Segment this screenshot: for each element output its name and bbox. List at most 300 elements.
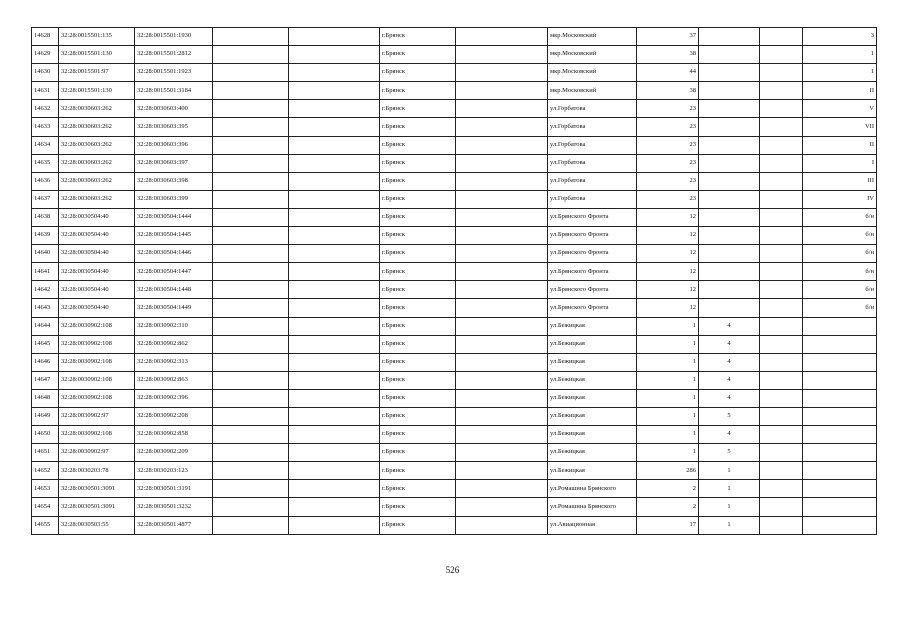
- blank-2-cell: [289, 389, 380, 407]
- blank-1-cell: [213, 208, 289, 226]
- table-row: [32, 28, 877, 46]
- blank-3-cell: [456, 389, 548, 407]
- blank-4-cell: [760, 28, 803, 46]
- record-number-cell: 14642: [32, 281, 59, 299]
- cadastral-number-cell: 32:28:0030504:1449: [135, 299, 213, 317]
- cadastral-number-cell: 32:28:0030504:1445: [135, 227, 213, 245]
- street-cell: ул.Горбатова: [548, 154, 637, 172]
- blank-4-cell: [760, 263, 803, 281]
- blank-1-cell: [213, 389, 289, 407]
- cadastral-number-cell: 32:28:0030902:208: [135, 407, 213, 425]
- cadastral-number-cell: 32:28:0015501:3184: [135, 82, 213, 100]
- parent-cadastral-number-cell: 32:28:0030504:40: [59, 263, 135, 281]
- apartment-cell: [803, 498, 877, 516]
- street-cell: ул.Брянского Фронта: [548, 208, 637, 226]
- house-number-cell: 286: [637, 462, 699, 480]
- building-cell: 5: [699, 407, 760, 425]
- table-row: [32, 371, 877, 389]
- parent-cadastral-number-cell: 32:28:0030501:3091: [59, 498, 135, 516]
- parent-cadastral-number-cell: 32:28:0015501:135: [59, 28, 135, 46]
- cadastral-number-cell: 32:28:0030902:396: [135, 389, 213, 407]
- table-row: [32, 263, 877, 281]
- cadastral-number-cell: 32:28:0030902:858: [135, 426, 213, 444]
- record-number-cell: 14643: [32, 299, 59, 317]
- city-cell: г.Брянск: [380, 299, 456, 317]
- blank-1-cell: [213, 46, 289, 64]
- street-cell: мкр.Московский: [548, 82, 637, 100]
- blank-4-cell: [760, 208, 803, 226]
- table-row: [32, 154, 877, 172]
- apartment-cell: [803, 480, 877, 498]
- blank-4-cell: [760, 190, 803, 208]
- record-number-cell: 14653: [32, 480, 59, 498]
- record-number-cell: 14638: [32, 208, 59, 226]
- record-number-cell: 14629: [32, 46, 59, 64]
- apartment-cell: [803, 335, 877, 353]
- record-number-cell: 14631: [32, 82, 59, 100]
- house-number-cell: 1: [637, 407, 699, 425]
- blank-3-cell: [456, 480, 548, 498]
- building-cell: 1: [699, 480, 760, 498]
- blank-2-cell: [289, 444, 380, 462]
- blank-4-cell: [760, 516, 803, 534]
- blank-1-cell: [213, 353, 289, 371]
- house-number-cell: 17: [637, 516, 699, 534]
- house-number-cell: 23: [637, 154, 699, 172]
- street-cell: ул.Бежицкая: [548, 462, 637, 480]
- street-cell: ул.Авиационная: [548, 516, 637, 534]
- building-cell: [699, 118, 760, 136]
- cadastral-number-cell: 32:28:0030504:1447: [135, 263, 213, 281]
- blank-4-cell: [760, 281, 803, 299]
- street-cell: ул.Бежицкая: [548, 335, 637, 353]
- house-number-cell: 12: [637, 299, 699, 317]
- blank-2-cell: [289, 281, 380, 299]
- apartment-cell: [803, 389, 877, 407]
- blank-1-cell: [213, 299, 289, 317]
- cadastral-number-cell: 32:28:0030203:123: [135, 462, 213, 480]
- blank-1-cell: [213, 281, 289, 299]
- apartment-cell: б/н: [803, 263, 877, 281]
- parent-cadastral-number-cell: 32:28:0015501:130: [59, 46, 135, 64]
- apartment-cell: [803, 353, 877, 371]
- blank-4-cell: [760, 172, 803, 190]
- parent-cadastral-number-cell: 32:28:0030902:108: [59, 426, 135, 444]
- apartment-cell: [803, 426, 877, 444]
- blank-2-cell: [289, 480, 380, 498]
- table-row: [32, 208, 877, 226]
- blank-3-cell: [456, 28, 548, 46]
- building-cell: [699, 299, 760, 317]
- cadastral-number-cell: 32:28:0030504:1448: [135, 281, 213, 299]
- house-number-cell: 23: [637, 136, 699, 154]
- table-body: [32, 28, 877, 535]
- apartment-cell: [803, 407, 877, 425]
- city-cell: г.Брянск: [380, 82, 456, 100]
- cadastral-number-cell: 32:28:0030501:3232: [135, 498, 213, 516]
- table-row: [32, 389, 877, 407]
- city-cell: г.Брянск: [380, 389, 456, 407]
- apartment-cell: 1: [803, 64, 877, 82]
- city-cell: г.Брянск: [380, 136, 456, 154]
- blank-3-cell: [456, 136, 548, 154]
- record-number-cell: 14633: [32, 118, 59, 136]
- building-cell: [699, 136, 760, 154]
- blank-1-cell: [213, 172, 289, 190]
- page-number: 526: [445, 565, 460, 575]
- table-row: [32, 353, 877, 371]
- city-cell: г.Брянск: [380, 516, 456, 534]
- street-cell: ул.Горбатова: [548, 100, 637, 118]
- blank-2-cell: [289, 407, 380, 425]
- apartment-cell: IV: [803, 190, 877, 208]
- city-cell: г.Брянск: [380, 46, 456, 64]
- cadastral-number-cell: 32:28:0030501:3191: [135, 480, 213, 498]
- blank-1-cell: [213, 263, 289, 281]
- blank-3-cell: [456, 172, 548, 190]
- blank-4-cell: [760, 82, 803, 100]
- blank-3-cell: [456, 335, 548, 353]
- street-cell: ул.Ромашина Брянского: [548, 498, 637, 516]
- parent-cadastral-number-cell: 32:28:0030603:262: [59, 172, 135, 190]
- apartment-cell: VII: [803, 118, 877, 136]
- parent-cadastral-number-cell: 32:28:0030203:78: [59, 462, 135, 480]
- blank-4-cell: [760, 462, 803, 480]
- blank-4-cell: [760, 480, 803, 498]
- record-number-cell: 14655: [32, 516, 59, 534]
- blank-4-cell: [760, 317, 803, 335]
- blank-4-cell: [760, 498, 803, 516]
- city-cell: г.Брянск: [380, 154, 456, 172]
- cadastral-number-cell: 32:28:0030902:863: [135, 371, 213, 389]
- table-row: [32, 190, 877, 208]
- apartment-cell: 3: [803, 28, 877, 46]
- blank-2-cell: [289, 353, 380, 371]
- city-cell: г.Брянск: [380, 335, 456, 353]
- parent-cadastral-number-cell: 32:28:0030603:262: [59, 100, 135, 118]
- street-cell: ул.Горбатова: [548, 172, 637, 190]
- city-cell: г.Брянск: [380, 208, 456, 226]
- blank-2-cell: [289, 118, 380, 136]
- street-cell: ул.Бежицкая: [548, 407, 637, 425]
- record-number-cell: 14639: [32, 227, 59, 245]
- building-cell: 4: [699, 389, 760, 407]
- apartment-cell: [803, 516, 877, 534]
- blank-4-cell: [760, 245, 803, 263]
- street-cell: ул.Горбатова: [548, 190, 637, 208]
- city-cell: г.Брянск: [380, 190, 456, 208]
- city-cell: г.Брянск: [380, 371, 456, 389]
- apartment-cell: б/н: [803, 245, 877, 263]
- blank-4-cell: [760, 389, 803, 407]
- blank-3-cell: [456, 263, 548, 281]
- city-cell: г.Брянск: [380, 462, 456, 480]
- city-cell: г.Брянск: [380, 118, 456, 136]
- house-number-cell: 37: [637, 28, 699, 46]
- apartment-cell: б/н: [803, 281, 877, 299]
- city-cell: г.Брянск: [380, 172, 456, 190]
- building-cell: [699, 46, 760, 64]
- table-row: [32, 407, 877, 425]
- record-number-cell: 14654: [32, 498, 59, 516]
- parent-cadastral-number-cell: 32:28:0030503:55: [59, 516, 135, 534]
- city-cell: г.Брянск: [380, 498, 456, 516]
- table-row: [32, 136, 877, 154]
- parent-cadastral-number-cell: 32:28:0030902:97: [59, 444, 135, 462]
- blank-4-cell: [760, 136, 803, 154]
- blank-2-cell: [289, 46, 380, 64]
- cadastral-number-cell: 32:28:0030504:1444: [135, 208, 213, 226]
- street-cell: ул.Брянского Фронта: [548, 299, 637, 317]
- blank-4-cell: [760, 426, 803, 444]
- cadastral-number-cell: 32:28:0030603:396: [135, 136, 213, 154]
- building-cell: [699, 227, 760, 245]
- building-cell: [699, 64, 760, 82]
- street-cell: ул.Ромашина Брянского: [548, 480, 637, 498]
- house-number-cell: 1: [637, 426, 699, 444]
- building-cell: [699, 172, 760, 190]
- city-cell: г.Брянск: [380, 64, 456, 82]
- cadastral-number-cell: 32:28:0030603:397: [135, 154, 213, 172]
- parent-cadastral-number-cell: 32:28:0030603:262: [59, 154, 135, 172]
- city-cell: г.Брянск: [380, 263, 456, 281]
- city-cell: г.Брянск: [380, 281, 456, 299]
- parent-cadastral-number-cell: 32:28:0015501:130: [59, 82, 135, 100]
- house-number-cell: 12: [637, 281, 699, 299]
- parent-cadastral-number-cell: 32:28:0030504:40: [59, 208, 135, 226]
- city-cell: г.Брянск: [380, 444, 456, 462]
- blank-1-cell: [213, 227, 289, 245]
- blank-1-cell: [213, 100, 289, 118]
- cadastral-number-cell: 32:28:0030603:400: [135, 100, 213, 118]
- blank-2-cell: [289, 154, 380, 172]
- record-number-cell: 14646: [32, 353, 59, 371]
- parent-cadastral-number-cell: 32:28:0030902:108: [59, 389, 135, 407]
- parent-cadastral-number-cell: 32:28:0030603:262: [59, 136, 135, 154]
- blank-3-cell: [456, 371, 548, 389]
- record-number-cell: 14636: [32, 172, 59, 190]
- blank-4-cell: [760, 154, 803, 172]
- house-number-cell: 1: [637, 444, 699, 462]
- city-cell: г.Брянск: [380, 480, 456, 498]
- house-number-cell: 12: [637, 245, 699, 263]
- blank-1-cell: [213, 371, 289, 389]
- building-cell: 1: [699, 462, 760, 480]
- cadastral-number-cell: 32:28:0030603:395: [135, 118, 213, 136]
- blank-2-cell: [289, 82, 380, 100]
- record-number-cell: 14628: [32, 28, 59, 46]
- building-cell: 4: [699, 371, 760, 389]
- blank-1-cell: [213, 426, 289, 444]
- blank-2-cell: [289, 263, 380, 281]
- city-cell: г.Брянск: [380, 353, 456, 371]
- parent-cadastral-number-cell: 32:28:0030504:40: [59, 245, 135, 263]
- blank-1-cell: [213, 498, 289, 516]
- house-number-cell: 1: [637, 335, 699, 353]
- table-row: [32, 480, 877, 498]
- table-row: [32, 299, 877, 317]
- record-number-cell: 14644: [32, 317, 59, 335]
- blank-2-cell: [289, 299, 380, 317]
- table-row: [32, 118, 877, 136]
- blank-3-cell: [456, 227, 548, 245]
- record-number-cell: 14651: [32, 444, 59, 462]
- blank-2-cell: [289, 317, 380, 335]
- blank-3-cell: [456, 64, 548, 82]
- blank-1-cell: [213, 28, 289, 46]
- parent-cadastral-number-cell: 32:28:0030504:40: [59, 281, 135, 299]
- building-cell: [699, 154, 760, 172]
- blank-4-cell: [760, 353, 803, 371]
- blank-4-cell: [760, 444, 803, 462]
- cadastral-number-cell: 32:28:0030902:862: [135, 335, 213, 353]
- building-cell: 4: [699, 426, 760, 444]
- apartment-cell: б/н: [803, 227, 877, 245]
- blank-3-cell: [456, 462, 548, 480]
- building-cell: [699, 190, 760, 208]
- blank-3-cell: [456, 317, 548, 335]
- blank-1-cell: [213, 136, 289, 154]
- blank-1-cell: [213, 118, 289, 136]
- city-cell: г.Брянск: [380, 227, 456, 245]
- apartment-cell: II: [803, 136, 877, 154]
- cadastral-number-cell: 32:28:0015501:2812: [135, 46, 213, 64]
- house-number-cell: 12: [637, 208, 699, 226]
- city-cell: г.Брянск: [380, 100, 456, 118]
- blank-1-cell: [213, 516, 289, 534]
- blank-1-cell: [213, 64, 289, 82]
- parent-cadastral-number-cell: 32:28:0030902:108: [59, 353, 135, 371]
- blank-2-cell: [289, 516, 380, 534]
- city-cell: г.Брянск: [380, 426, 456, 444]
- building-cell: [699, 245, 760, 263]
- building-cell: 5: [699, 444, 760, 462]
- record-number-cell: 14640: [32, 245, 59, 263]
- cadastral-number-cell: 32:28:0030603:398: [135, 172, 213, 190]
- cadastral-number-cell: 32:28:0030501:4877: [135, 516, 213, 534]
- building-cell: [699, 82, 760, 100]
- street-cell: ул.Бежицкая: [548, 353, 637, 371]
- cadastral-number-cell: 32:28:0030603:399: [135, 190, 213, 208]
- blank-1-cell: [213, 335, 289, 353]
- blank-2-cell: [289, 245, 380, 263]
- apartment-cell: III: [803, 172, 877, 190]
- street-cell: ул.Бежицкая: [548, 444, 637, 462]
- parent-cadastral-number-cell: 32:28:0015501:97: [59, 64, 135, 82]
- apartment-cell: [803, 371, 877, 389]
- parent-cadastral-number-cell: 32:28:0030504:40: [59, 227, 135, 245]
- street-cell: ул.Бежицкая: [548, 426, 637, 444]
- blank-2-cell: [289, 498, 380, 516]
- street-cell: мкр.Московский: [548, 64, 637, 82]
- street-cell: мкр.Московский: [548, 46, 637, 64]
- house-number-cell: 44: [637, 64, 699, 82]
- table-row: [32, 462, 877, 480]
- blank-1-cell: [213, 154, 289, 172]
- record-number-cell: 14630: [32, 64, 59, 82]
- record-number-cell: 14635: [32, 154, 59, 172]
- blank-3-cell: [456, 407, 548, 425]
- cadastral-number-cell: 32:28:0030902:310: [135, 317, 213, 335]
- blank-2-cell: [289, 462, 380, 480]
- blank-2-cell: [289, 136, 380, 154]
- house-number-cell: 38: [637, 82, 699, 100]
- house-number-cell: 38: [637, 46, 699, 64]
- building-cell: 1: [699, 516, 760, 534]
- blank-2-cell: [289, 335, 380, 353]
- blank-2-cell: [289, 426, 380, 444]
- house-number-cell: 12: [637, 227, 699, 245]
- city-cell: г.Брянск: [380, 317, 456, 335]
- building-cell: [699, 28, 760, 46]
- table-row: [32, 335, 877, 353]
- blank-3-cell: [456, 100, 548, 118]
- parent-cadastral-number-cell: 32:28:0030504:40: [59, 299, 135, 317]
- blank-2-cell: [289, 64, 380, 82]
- table-row: [32, 317, 877, 335]
- record-number-cell: 14637: [32, 190, 59, 208]
- table-row: [32, 172, 877, 190]
- table-row: [32, 498, 877, 516]
- house-number-cell: 1: [637, 317, 699, 335]
- blank-4-cell: [760, 118, 803, 136]
- record-number-cell: 14650: [32, 426, 59, 444]
- parent-cadastral-number-cell: 32:28:0030603:262: [59, 118, 135, 136]
- table-row: [32, 426, 877, 444]
- apartment-cell: V: [803, 100, 877, 118]
- blank-1-cell: [213, 444, 289, 462]
- apartment-cell: I: [803, 154, 877, 172]
- apartment-cell: II: [803, 82, 877, 100]
- parent-cadastral-number-cell: 32:28:0030603:262: [59, 190, 135, 208]
- table-row: [32, 227, 877, 245]
- apartment-cell: б/н: [803, 208, 877, 226]
- record-number-cell: 14641: [32, 263, 59, 281]
- street-cell: ул.Брянского Фронта: [548, 263, 637, 281]
- blank-3-cell: [456, 82, 548, 100]
- table-row: [32, 46, 877, 64]
- blank-2-cell: [289, 100, 380, 118]
- blank-3-cell: [456, 444, 548, 462]
- parent-cadastral-number-cell: 32:28:0030902:108: [59, 317, 135, 335]
- record-number-cell: 14649: [32, 407, 59, 425]
- parent-cadastral-number-cell: 32:28:0030902:108: [59, 335, 135, 353]
- house-number-cell: 23: [637, 190, 699, 208]
- house-number-cell: 23: [637, 118, 699, 136]
- table-row: [32, 64, 877, 82]
- blank-3-cell: [456, 426, 548, 444]
- blank-3-cell: [456, 498, 548, 516]
- building-cell: [699, 281, 760, 299]
- blank-1-cell: [213, 245, 289, 263]
- blank-4-cell: [760, 64, 803, 82]
- record-number-cell: 14645: [32, 335, 59, 353]
- cadastral-number-cell: 32:28:0015501:1930: [135, 28, 213, 46]
- blank-2-cell: [289, 172, 380, 190]
- building-cell: [699, 263, 760, 281]
- house-number-cell: 2: [637, 480, 699, 498]
- blank-4-cell: [760, 46, 803, 64]
- apartment-cell: б/н: [803, 299, 877, 317]
- blank-4-cell: [760, 407, 803, 425]
- city-cell: г.Брянск: [380, 407, 456, 425]
- street-cell: ул.Брянского Фронта: [548, 281, 637, 299]
- table-row: [32, 516, 877, 534]
- blank-4-cell: [760, 335, 803, 353]
- street-cell: ул.Бежицкая: [548, 389, 637, 407]
- blank-2-cell: [289, 371, 380, 389]
- blank-3-cell: [456, 299, 548, 317]
